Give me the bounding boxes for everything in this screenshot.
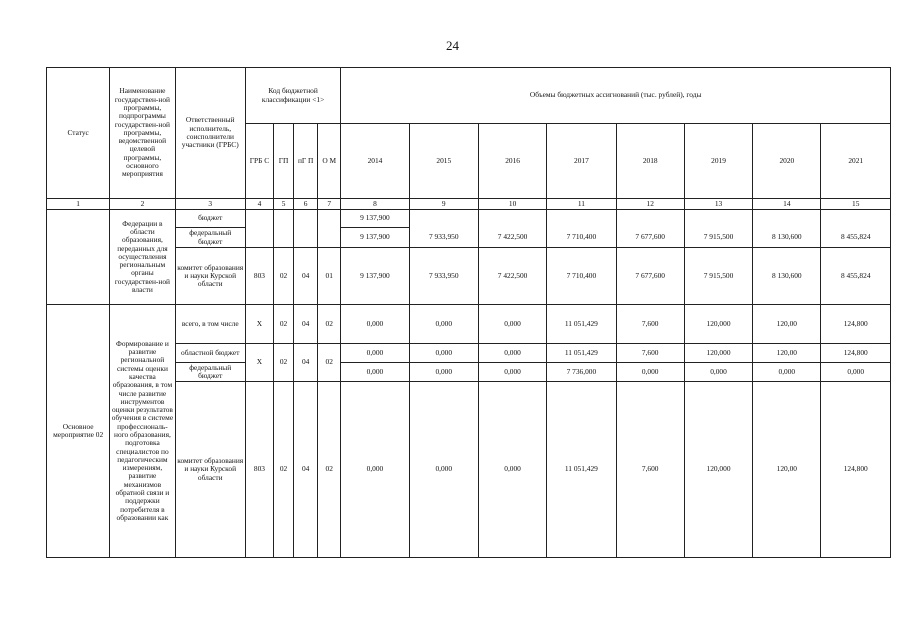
header-year: 2015 <box>409 124 478 199</box>
value-cell: 124,800 <box>821 305 891 344</box>
code-cell: Х <box>245 344 273 382</box>
value-cell: 7 710,400 <box>547 228 616 248</box>
index-cell: 8 <box>341 199 409 210</box>
code-cell: 02 <box>318 344 341 382</box>
responsible-cell: всего, в том числе <box>175 305 245 344</box>
value-cell: 9 137,900 <box>341 248 409 305</box>
value-cell: 7 933,950 <box>409 248 478 305</box>
header-year: 2021 <box>821 124 891 199</box>
code-cell: 04 <box>294 305 318 344</box>
value-cell <box>753 210 821 228</box>
responsible-cell: бюджет <box>175 210 245 228</box>
code-cell: 803 <box>245 382 273 558</box>
value-cell: 11 051,429 <box>547 305 616 344</box>
value-cell: 7 915,500 <box>684 228 752 248</box>
status-cell <box>47 210 110 305</box>
value-cell: 0,000 <box>341 305 409 344</box>
value-cell: 8 130,600 <box>753 228 821 248</box>
value-cell <box>478 210 546 228</box>
value-cell: 7 736,000 <box>547 363 616 382</box>
value-cell: 0,000 <box>341 382 409 558</box>
value-cell: 9 137,900 <box>341 228 409 248</box>
value-cell <box>821 210 891 228</box>
value-cell: 120,000 <box>684 305 752 344</box>
responsible-cell: федеральный бюджет <box>175 228 245 248</box>
code-cell: 02 <box>274 344 294 382</box>
value-cell: 120,00 <box>753 382 821 558</box>
code-cell: 02 <box>318 382 341 558</box>
header-code-om: О М <box>318 124 341 199</box>
index-cell: 10 <box>478 199 546 210</box>
responsible-cell: федеральный бюджет <box>175 363 245 382</box>
value-cell: 7 422,500 <box>478 248 546 305</box>
code-cell: 02 <box>274 305 294 344</box>
code-cell: 803 <box>245 248 273 305</box>
value-cell: 0,000 <box>478 305 546 344</box>
index-cell: 5 <box>274 199 294 210</box>
value-cell: 120,000 <box>684 344 752 363</box>
value-cell: 7,600 <box>616 344 684 363</box>
header-year: 2020 <box>753 124 821 199</box>
code-cell: 04 <box>294 382 318 558</box>
value-cell: 7 710,400 <box>547 248 616 305</box>
value-cell: 8 455,824 <box>821 228 891 248</box>
value-cell: 0,000 <box>753 363 821 382</box>
activity-name-cell: Формирование и развитие региональной системы оценки качества образования, в том числе развитие инструментов оценки результатов обучения в системе профессиональ-ного образования, подготовка специалистов по педагогическим измерениям, развитие механизмов обратной связи и поддержки потребителя в образовании как <box>110 305 175 558</box>
value-cell: 0,000 <box>478 344 546 363</box>
value-cell: 0,000 <box>616 363 684 382</box>
value-cell: 0,000 <box>478 382 546 558</box>
index-cell: 1 <box>47 199 110 210</box>
value-cell: 120,00 <box>753 305 821 344</box>
code-cell: 02 <box>318 305 341 344</box>
value-cell: 7 677,600 <box>616 228 684 248</box>
index-cell: 12 <box>616 199 684 210</box>
header-year: 2014 <box>341 124 409 199</box>
value-cell: 0,000 <box>684 363 752 382</box>
index-cell: 2 <box>110 199 175 210</box>
code-cell <box>294 210 318 248</box>
value-cell: 9 137,900 <box>341 210 409 228</box>
responsible-cell: комитет образования и науки Курской области <box>175 382 245 558</box>
index-cell: 11 <box>547 199 616 210</box>
value-cell: 8 130,600 <box>753 248 821 305</box>
code-cell: Х <box>245 305 273 344</box>
code-cell: 02 <box>274 382 294 558</box>
value-cell <box>409 210 478 228</box>
value-cell: 7 677,600 <box>616 248 684 305</box>
code-cell <box>318 210 341 248</box>
responsible-cell: областной бюджет <box>175 344 245 363</box>
value-cell: 0,000 <box>409 344 478 363</box>
status-cell: Основное мероприятие 02 <box>47 305 110 558</box>
value-cell: 7,600 <box>616 305 684 344</box>
header-budget-code: Код бюджетной классификации <1> <box>245 68 340 124</box>
value-cell: 0,000 <box>478 363 546 382</box>
header-year: 2018 <box>616 124 684 199</box>
activity-name-cell: Федерации в области образования, переданных для осуществления региональным органы государствен-ной власти <box>110 210 175 305</box>
value-cell: 0,000 <box>409 305 478 344</box>
header-code-grbs: ГРБ С <box>245 124 273 199</box>
value-cell: 0,000 <box>409 382 478 558</box>
code-cell <box>245 210 273 248</box>
header-volumes: Объемы бюджетных ассигнований (тыс. рублей), годы <box>341 68 891 124</box>
code-cell: 04 <box>294 344 318 382</box>
index-cell: 14 <box>753 199 821 210</box>
value-cell <box>684 210 752 228</box>
budget-table <box>46 67 891 558</box>
index-cell: 6 <box>294 199 318 210</box>
value-cell: 0,000 <box>821 363 891 382</box>
index-row <box>47 199 891 210</box>
value-cell: 0,000 <box>409 363 478 382</box>
code-cell: 04 <box>294 248 318 305</box>
header-year: 2016 <box>478 124 546 199</box>
header-responsible: Ответственный исполнитель, соисполнители участники (ГРБС) <box>175 68 245 199</box>
value-cell: 0,000 <box>341 363 409 382</box>
value-cell: 7 422,500 <box>478 228 546 248</box>
responsible-cell: комитет образования и науки Курской области <box>175 248 245 305</box>
index-cell: 7 <box>318 199 341 210</box>
code-cell <box>274 210 294 248</box>
table-row <box>47 305 891 344</box>
header-code-pgp: пГ П <box>294 124 318 199</box>
header-year: 2019 <box>684 124 752 199</box>
value-cell <box>547 210 616 228</box>
value-cell: 0,000 <box>341 344 409 363</box>
index-cell: 3 <box>175 199 245 210</box>
index-cell: 15 <box>821 199 891 210</box>
value-cell: 7 933,950 <box>409 228 478 248</box>
value-cell: 8 455,824 <box>821 248 891 305</box>
value-cell: 11 051,429 <box>547 382 616 558</box>
index-cell: 9 <box>409 199 478 210</box>
header-name: Наименование государствен-ной программы, подпрограммы государствен-ной программы, ведомственной целевой программы, основного мероприятия <box>110 68 175 199</box>
header-row <box>47 68 891 124</box>
header-code-gp: ГП <box>274 124 294 199</box>
index-cell: 4 <box>245 199 273 210</box>
page-number: 24 <box>446 38 459 53</box>
value-cell: 7 915,500 <box>684 248 752 305</box>
value-cell: 11 051,429 <box>547 344 616 363</box>
value-cell <box>616 210 684 228</box>
value-cell: 124,800 <box>821 382 891 558</box>
header-year: 2017 <box>547 124 616 199</box>
table-row <box>47 210 891 228</box>
value-cell: 120,000 <box>684 382 752 558</box>
value-cell: 124,800 <box>821 344 891 363</box>
value-cell: 7,600 <box>616 382 684 558</box>
value-cell: 120,00 <box>753 344 821 363</box>
header-status: Статус <box>47 68 110 199</box>
code-cell: 02 <box>274 248 294 305</box>
code-cell: 01 <box>318 248 341 305</box>
index-cell: 13 <box>684 199 752 210</box>
